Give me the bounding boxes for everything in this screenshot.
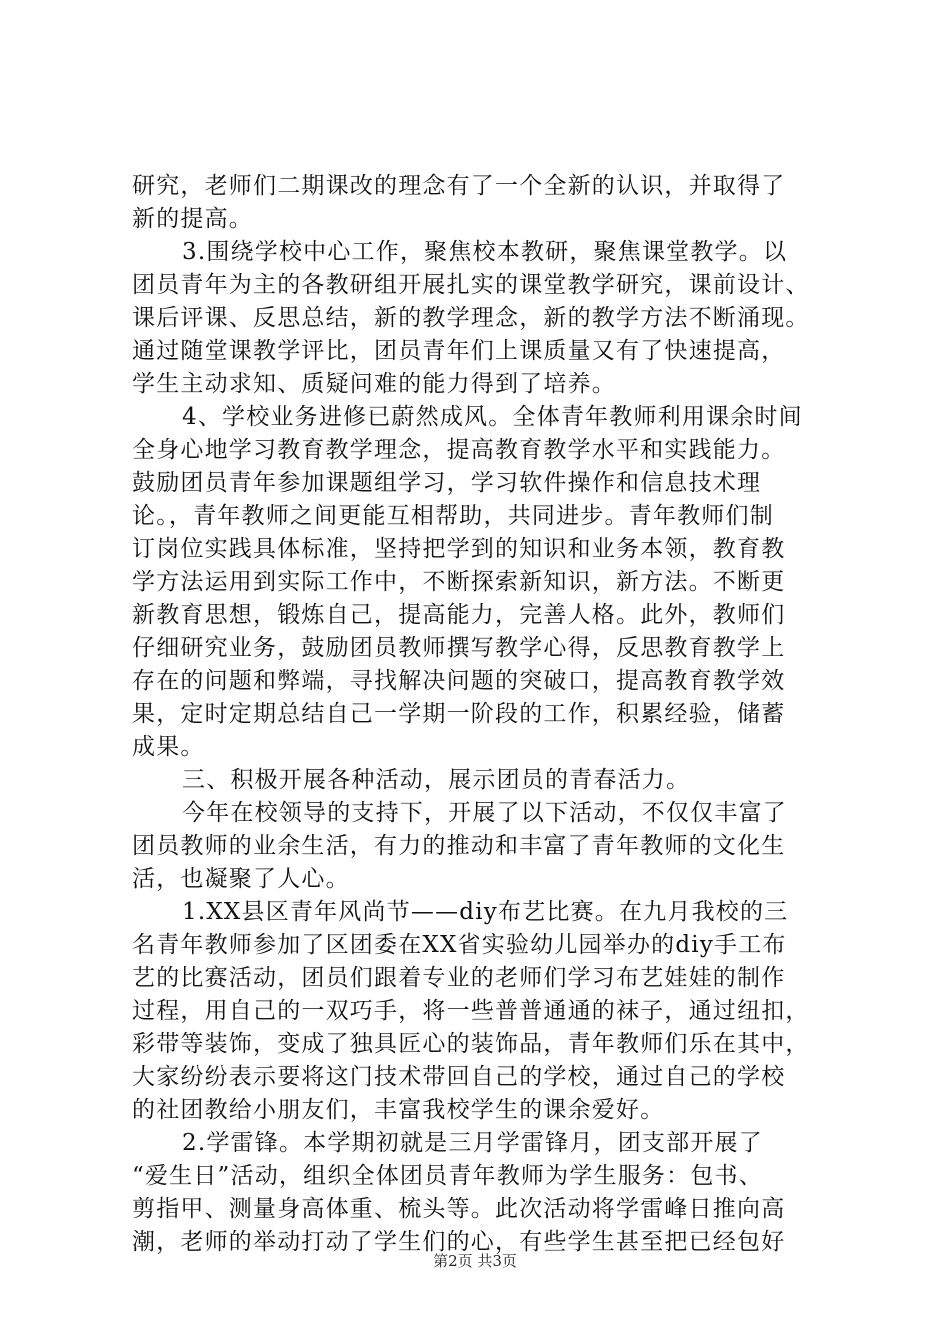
text-line: 2.学雷锋。本学期初就是三月学雷锋月，团支部开展了 xyxy=(182,1130,763,1156)
text-line: 团员青年为主的各教研组开展扎实的课堂教学研究，课前设计、 xyxy=(132,272,810,298)
text-line: 大家纷纷表示要将这门技术带回自己的学校，通过自己的学校 xyxy=(132,1064,786,1090)
text-line: 存在的问题和弊端，寻找解决问题的突破口，提高教育教学效 xyxy=(132,668,786,694)
text-line: 新的提高。 xyxy=(132,206,253,232)
text-line: 订岗位实践具体标准，坚持把学到的知识和业务本领，教育教 xyxy=(132,536,786,562)
text-line: 通过随堂课教学评比，团员青年们上课质量又有了快速提高， xyxy=(132,338,786,364)
text-line: 彩带等装饰，变成了独具匠心的装饰品，青年教师们乐在其中， xyxy=(132,1031,810,1057)
text-line: 论。，青年教师之间更能互相帮助，共同进步。青年教师们制 xyxy=(132,503,774,529)
text-line: 1.XX县区青年风尚节——diy布艺比赛。在九月我校的三 xyxy=(182,899,789,925)
text-line: 艺的比赛活动，团员们跟着专业的老师们学习布艺娃娃的制作 xyxy=(132,965,786,991)
text-line: 学生主动求知、质疑问难的能力得到了培养。 xyxy=(132,371,616,397)
text-line: 团员教师的业余生活，有力的推动和丰富了青年教师的文化生 xyxy=(132,833,786,859)
text-line: 过程，用自己的一双巧手，将一些普普通通的袜子，通过纽扣， xyxy=(132,998,810,1024)
text-line: 仔细研究业务，鼓励团员教师撰写教学心得，反思教育教学上 xyxy=(132,635,786,661)
text-line: 成果。 xyxy=(132,734,205,760)
text-line: 课后评课、反思总结，新的教学理念，新的教学方法不断涌现。 xyxy=(132,305,810,331)
text-line: 研究，老师们二期课改的理念有了一个全新的认识，并取得了 xyxy=(132,173,786,199)
text-line: 三、积极开展各种活动，展示团员的青春活力。 xyxy=(182,767,691,793)
text-line: 全身心地学习教育教学理念，提高教育教学水平和实践能力。 xyxy=(132,437,786,463)
body-text xyxy=(132,170,832,1259)
text-line: 新教育思想，锻炼自己，提高能力，完善人格。此外，教师们 xyxy=(132,602,786,628)
text-line: 果，定时定期总结自己一学期一阶段的工作，积累经验，储蓄 xyxy=(132,701,786,727)
text-line: 的社团教给小朋友们，丰富我校学生的课余爱好。 xyxy=(132,1097,665,1123)
text-line: 活，也凝聚了人心。 xyxy=(132,866,350,892)
text-line: 剪指甲、测量身高体重、梳头等。此次活动将学雷峰日推向高 xyxy=(132,1196,786,1222)
text-line: 3.围绕学校中心工作，聚焦校本教研，聚焦课堂教学。以 xyxy=(182,239,788,265)
text-line: “爱生日”活动，组织全体团员青年教师为学生服务：包书、 xyxy=(132,1163,763,1189)
text-line: 潮，老师的举动打动了学生们的心，有些学生甚至把已经包好 xyxy=(132,1229,786,1255)
text-line: 学方法运用到实际工作中，不断探索新知识，新方法。不断更 xyxy=(132,569,786,595)
text-line: 鼓励团员青年参加课题组学习，学习软件操作和信息技术理 xyxy=(132,470,762,496)
text-line: 名青年教师参加了区团委在XX省实验幼儿园举办的diy手工布 xyxy=(132,932,787,958)
text-line: 4、学校业务进修已蔚然成风。全体青年教师利用课余时间 xyxy=(182,404,803,430)
text-line: 今年在校领导的支持下，开展了以下活动，不仅仅丰富了 xyxy=(182,800,787,826)
page-footer: 第2页 共3页 xyxy=(433,1252,517,1270)
